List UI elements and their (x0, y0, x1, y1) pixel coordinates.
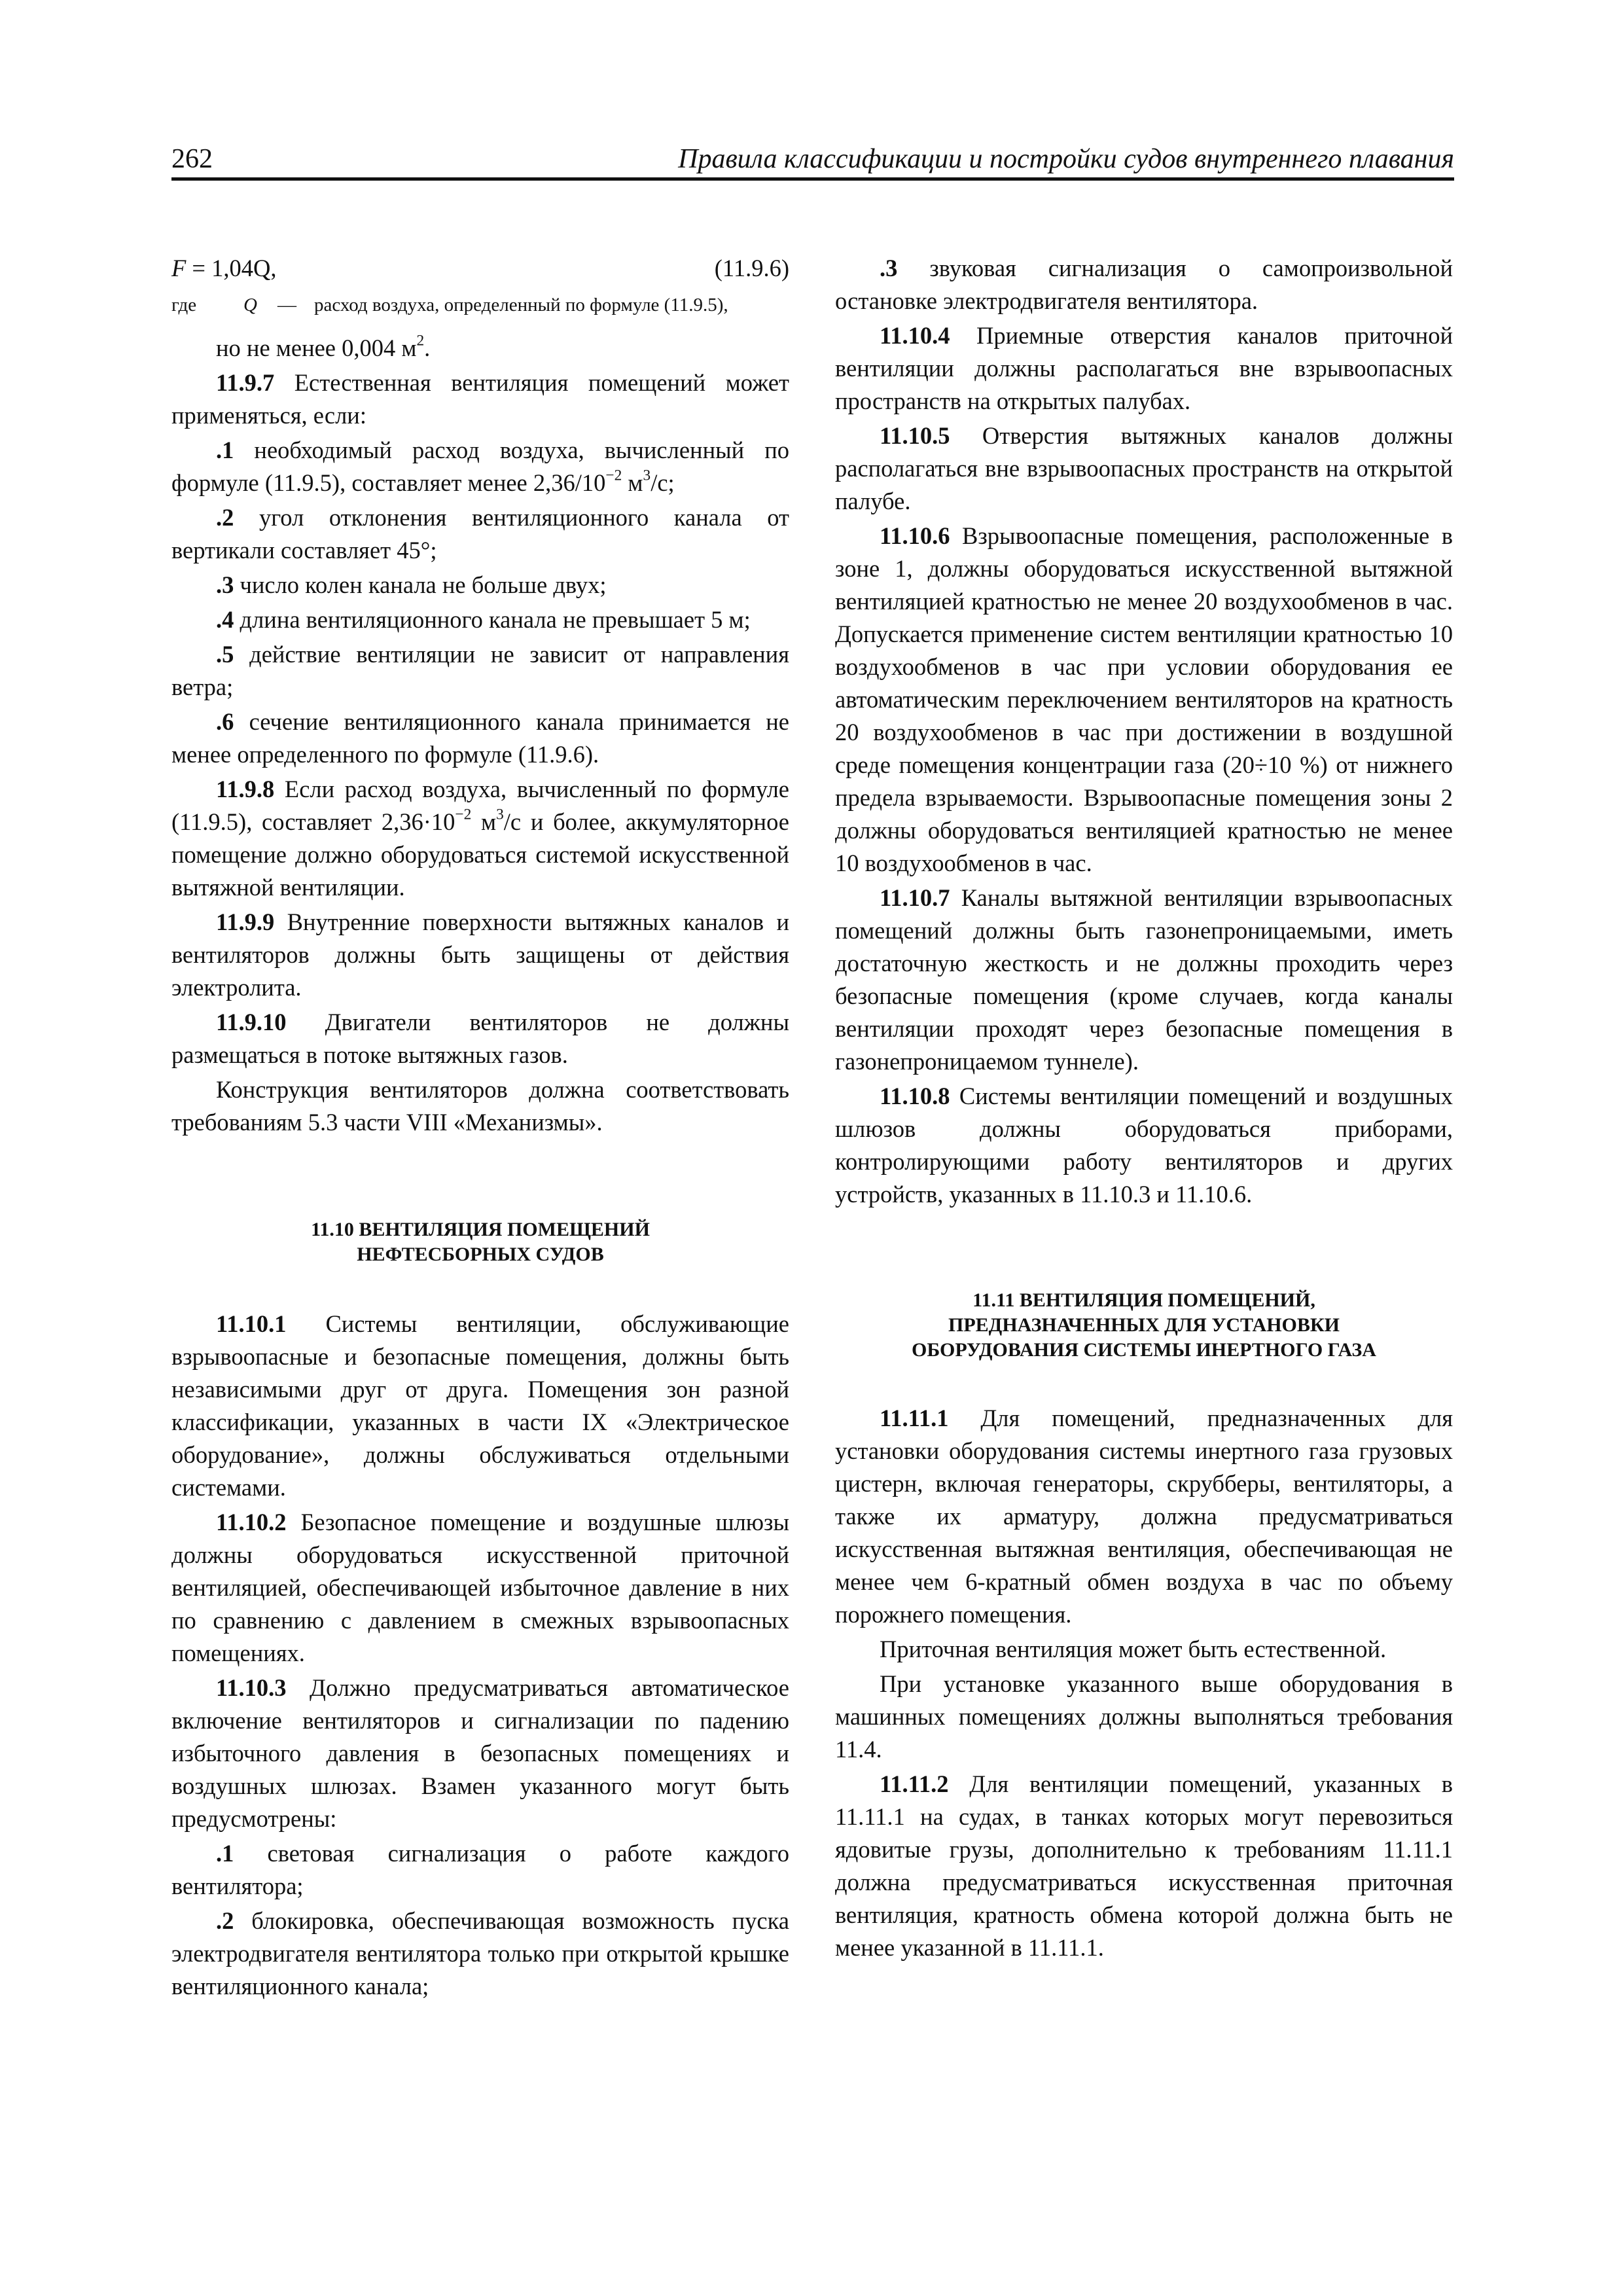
item-number: .4 (216, 606, 234, 633)
clause-text: Должно предусматриваться автоматическое включение вентиляторов и сигнализации по падению избыточного давления в безопасных помещениях и воздушных шлюзах. Взамен указанного могут быть предусмотрены: (171, 1674, 789, 1832)
clause-text: Приемные отверстия каналов приточной вентиляции должны располагаться вне взрывоопасных пространств на открытых палубах. (835, 322, 1453, 414)
where-text: расход воздуха, определенный по формуле (11.9.5), (314, 295, 728, 315)
clause-number: 11.10.1 (216, 1310, 287, 1337)
heading-line: ОБОРУДОВАНИЯ СИСТЕМЫ ИНЕРТНОГО ГАЗА (912, 1339, 1376, 1361)
formula-number: (11.9.6) (714, 255, 789, 281)
clause-text: Системы вентиляции, обслуживающие взрывоопасные и безопасные помещения, должны быть независимыми друг от друга. Помещения зон разной классификации, указанных в части IX «Электрическое оборудование», должны обслуживаться отдельными системами. (171, 1310, 789, 1501)
clause-text: Взрывоопасные помещения, расположенные в зоне 1, должны оборудоваться искусственной вытяжной вентиляцией кратностью не менее 20 воздухообменов в час. Допускается применение систем вентиляции кратностью 10 воздухообменов в час при условии оборудования ее автоматическим переключением вентиляторов на кратность 20 воздухообменов в час при достижении в воздушной среде помещения концентрации газа (20÷10 %) от нижнего предела взрываемости. Взрывоопасные помещения зоны 2 должны оборудоваться вентиляцией кратностью не менее 10 воздухообменов в час. (835, 522, 1453, 876)
paragraph-11-10-4 (835, 319, 1453, 418)
clause-sup: −2 (455, 806, 472, 823)
clause-text: Каналы вытяжной вентиляции взрывоопасных помещений должны быть газонепроницаемыми, иметь достаточную жесткость и не должны проходить через безопасные помещения (кроме случаев, когда каналы вентиляции проходят через безопасные помещения в газонепроницаемом туннеле). (835, 884, 1453, 1075)
clause-number: 11.10.4 (880, 322, 950, 349)
list-item-3 (835, 252, 1453, 317)
list-item-4 (171, 603, 789, 636)
clause-text: Для вентиляции помещений, указанных в 11.11.1 на судах, в танках которых могут перевозиться ядовитые грузы, дополнительно к требованиям 11.11.1 должна предусматриваться искусственная приточная вентиляция, кратность обмена которой должна быть не менее указанной в 11.11.1. (835, 1770, 1453, 1961)
heading-line: НЕФТЕСБОРНЫХ СУДОВ (357, 1244, 604, 1265)
paragraph-11-11-2 (835, 1768, 1453, 1964)
min-area-paragraph (171, 332, 789, 365)
item-text: блокировка, обеспечивающая возможность пуска электродвигателя вентилятора только при открытой крышке вентиляционного канала; (171, 1907, 789, 2000)
clause-text: Для помещений, предназначенных для установки оборудования системы инертного газа грузовых цистерн, включая генераторы, скрубберы, вентиляторы, а также их арматуру, должна предусматриваться искусственная вытяжная вентиляция, обеспечивающая не менее чем 6-кратный обмен воздуха в час по объему порожнего помещения. (835, 1405, 1453, 1628)
list-item-2 (171, 501, 789, 567)
item-text: световая сигнализация о работе каждого вентилятора; (171, 1840, 789, 1899)
item-number: .2 (216, 504, 234, 531)
paragraph-11-11-1 (835, 1402, 1453, 1631)
item-number: .6 (216, 708, 234, 735)
item-text: /с; (651, 469, 675, 496)
paragraph-11-10-5 (835, 420, 1453, 518)
item-text: звуковая сигнализация о самопроизвольной остановке электродвигателя вентилятора. (835, 255, 1453, 314)
paragraph-11-9-7 (171, 367, 789, 432)
clause-text: /с и более, аккумуляторное помещение должно оборудоваться системой искусственной вытяжной вентиляции. (171, 808, 789, 901)
item-sup: −2 (605, 467, 622, 484)
paragraph-11-10-7 (835, 882, 1453, 1078)
list-item-1 (171, 1837, 789, 1903)
list-item-6 (171, 706, 789, 771)
heading-line: 11.11 ВЕНТИЛЯЦИЯ ПОМЕЩЕНИЙ, (972, 1289, 1315, 1311)
clause-text: Если расход воздуха, вычисленный по формуле (11.9.5), составляет 2,36·10 (171, 776, 789, 835)
page-number: 262 (171, 144, 213, 174)
paragraph-11-9-9 (171, 906, 789, 1004)
item-text: м (622, 469, 643, 496)
min-area-end: . (424, 334, 431, 361)
item-sup: 3 (643, 467, 651, 484)
paragraph-11-10-8 (835, 1080, 1453, 1211)
paragraph-fans: Конструкция вентиляторов должна соответствовать требованиям 5.3 части VIII «Механизмы». (171, 1076, 789, 1136)
item-text: действие вентиляции не зависит от направления ветра; (171, 641, 789, 700)
where-symbol: Q (243, 295, 257, 315)
paragraph-11-9-10 (171, 1006, 789, 1071)
clause-text: Безопасное помещение и воздушные шлюзы должны оборудоваться искусственной приточной вентиляцией, обеспечивающей избыточное давление в них по сравнению с давлением в смежных взрывоопасных помещениях. (171, 1509, 789, 1666)
section-heading-11-11 (835, 1288, 1453, 1363)
section-heading-11-10 (171, 1217, 789, 1267)
where-dash: — (277, 295, 296, 315)
clause-number: 11.11.1 (880, 1405, 949, 1431)
clause-number: 11.9.8 (216, 776, 275, 802)
min-area-sup: 2 (416, 332, 425, 350)
heading-line: ПРЕДНАЗНАЧЕННЫХ ДЛЯ УСТАНОВКИ (948, 1314, 1340, 1336)
clause-text: Системы вентиляции помещений и воздушных шлюзов должны оборудоваться приборами, контролирующими работу вентиляторов и других устройств, указанных в 11.10.3 и 11.10.6. (835, 1083, 1453, 1208)
clause-text: м (471, 808, 497, 835)
clause-text: Отверстия вытяжных каналов должны располагаться вне взрывоопасных пространств на открытой палубе. (835, 422, 1453, 514)
formula-rhs: = 1,04Q, (192, 255, 277, 281)
clause-number: 11.10.2 (216, 1509, 287, 1535)
clause-number: 11.9.9 (216, 908, 275, 935)
formula-expression (171, 252, 277, 285)
item-number: .1 (216, 1840, 234, 1867)
item-text: число колен канала не больше двух; (234, 571, 607, 598)
formula-11-9-6 (171, 252, 789, 286)
clause-number: 11.10.3 (216, 1674, 287, 1701)
where-label: где (171, 295, 197, 315)
paragraph-machinery: При установке указанного выше оборудования в машинных помещениях должны выполняться требования 11.4. (835, 1670, 1453, 1763)
clause-number: 11.10.5 (880, 422, 950, 449)
page-header (171, 141, 1454, 181)
item-text: сечение вентиляционного канала принимается не менее определенного по формуле (11.9.6). (171, 708, 789, 768)
item-text: длина вентиляционного канала не превышает 5 м; (234, 606, 751, 633)
clause-number: 11.9.10 (216, 1009, 287, 1035)
paragraph-11-10-2 (171, 1506, 789, 1670)
clause-text: Естественная вентиляция помещений может применяться, если: (171, 369, 789, 429)
formula-lhs: F (171, 255, 187, 281)
clause-number: 11.11.2 (880, 1770, 949, 1797)
clause-number: 11.10.6 (880, 522, 950, 549)
clause-sup: 3 (496, 806, 504, 823)
item-text: угол отклонения вентиляционного канала от вертикали составляет 45°; (171, 504, 789, 564)
clause-text: Внутренние поверхности вытяжных каналов и вентиляторов должны быть защищены от действия электролита. (171, 908, 789, 1001)
item-text: необходимый расход воздуха, вычисленный по формуле (11.9.5), составляет менее 2,36/10 (171, 437, 789, 496)
item-number: .2 (216, 1907, 234, 1934)
clause-text: Двигатели вентиляторов не должны размещаться в потоке вытяжных газов. (171, 1009, 789, 1068)
right-column (835, 252, 1453, 1966)
list-item-2 (171, 1905, 789, 2003)
clause-number: 11.10.8 (880, 1083, 950, 1109)
list-item-1 (171, 434, 789, 499)
heading-line: 11.10 ВЕНТИЛЯЦИЯ ПОМЕЩЕНИЙ (311, 1219, 650, 1240)
paragraph-11-10-6 (835, 520, 1453, 880)
item-number: .3 (216, 571, 234, 598)
left-column (171, 252, 789, 2005)
list-item-5 (171, 638, 789, 704)
clause-number: 11.10.7 (880, 884, 950, 911)
formula-legend (171, 290, 789, 320)
paragraph-supply-ventilation: Приточная вентиляция может быть естественной. (880, 1636, 1387, 1662)
item-number: .5 (216, 641, 234, 668)
paragraph-11-10-1 (171, 1308, 789, 1504)
list-item-3 (171, 569, 789, 601)
clause-number: 11.9.7 (216, 369, 275, 396)
paragraph-11-9-8 (171, 773, 789, 904)
paragraph-11-10-3 (171, 1672, 789, 1835)
running-title: Правила классификации и постройки судов внутреннего плавания (678, 144, 1454, 174)
min-area-text: но не менее 0,004 м (216, 334, 417, 361)
item-number: .1 (216, 437, 234, 463)
item-number: .3 (880, 255, 898, 281)
